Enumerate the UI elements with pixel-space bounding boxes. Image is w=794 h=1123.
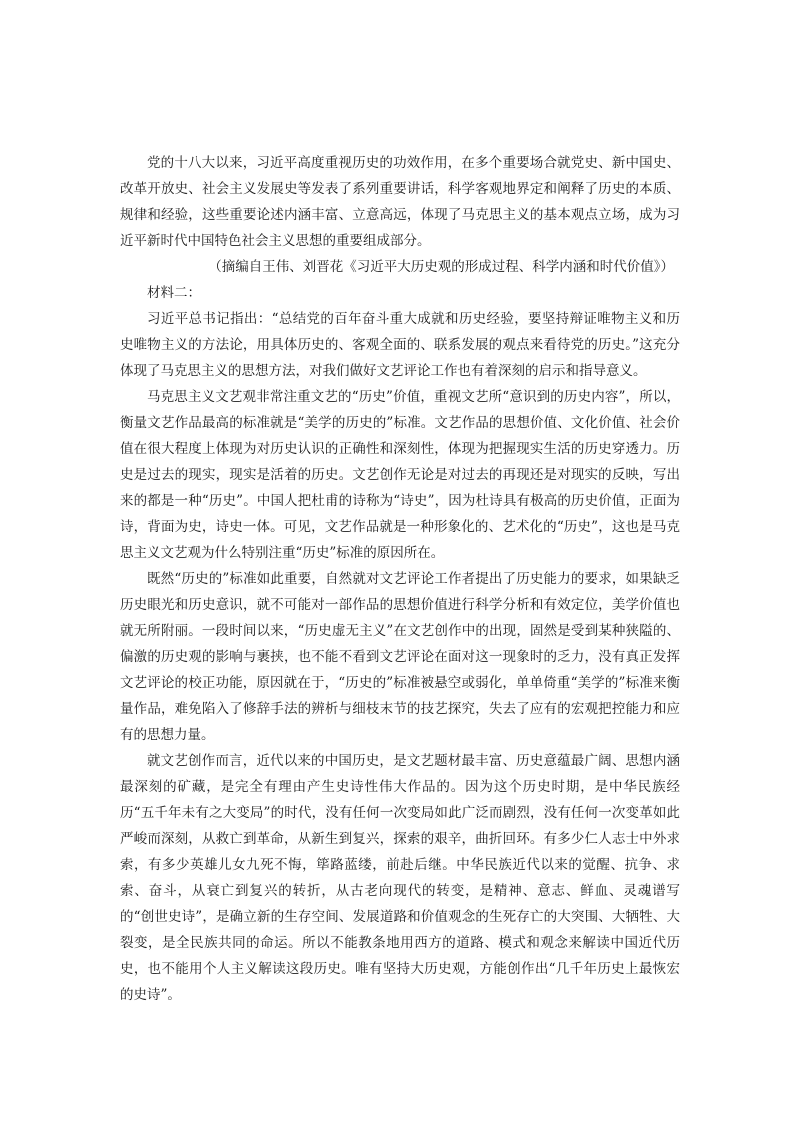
paragraph-1: 党的十八大以来，习近平高度重视历史的功效作用，在多个重要场合就党史、新中国史、改革开放史、社会主义发展史等发表了系列重要讲话，科学客观地界定和阐释了历史的本质、规律和经验，这些重要论述内涵丰富、立意高远，体现了马克思主义的基本观点立场，成为习近平新时代中国特色社会主义思想的重要组成部分。 [120,155,680,249]
paragraph-2: 习近平总书记指出：“总结党的百年奋斗重大成就和历史经验，要坚持辩证唯物主义和历史唯物主义的方法论，用具体历史的、客观全面的、联系发展的观点来看待党的历史。”这充分体现了马克思主义的思想方法，对我们做好文艺评论工作也有着深刻的启示和指导意义。 [120,311,680,379]
paragraph-4: 既然“历史的”标准如此重要，自然就对文艺评论工作者提出了历史能力的要求，如果缺乏历史眼光和历史意识，就不可能对一部作品的思想价值进行科学分析和有效定位，美学价值也就无所附丽。一段时间以来，“历史虚无主义”在文艺创作中的出现，固然是受到某种狭隘的、偏激的历史观的影响与裹挟，也不能不看到文艺评论在面对这一现象时的乏力，没有真正发挥文艺评论的校正功能，原因就在于，“历史的”标准被悬空或弱化，单单倚重“美学的”标准来衡量作品，难免陷入了修辞手法的辨析与细枝末节的技艺探究，失去了应有的宏观把控能力和应有的思想力量。 [120,571,680,743]
paragraph-5: 就文艺创作而言，近代以来的中国历史，是文艺题材最丰富、历史意蕴最广阔、思想内涵最深刻的矿藏，是完全有理由产生史诗性伟大作品的。因为这个历史时期，是中华民族经历“五千年未有之大变局”的时代，没有任何一次变局如此广泛而剧烈，没有任何一次变革如此严峻而深刻，从救亡到革命，从新生到复兴，探索的艰辛，曲折回环。有多少仁人志士中外求索，有多少英雄儿女九死不悔，筚路蓝缕，前赴后继。中华民族近代以来的觉醒、抗争、求索、奋斗，从衰亡到复兴的转折，从古老向现代的转变，是精神、意志、鲜血、灵魂谱写的“创世史诗”，是确立新的生存空间、发展道路和价值观念的生死存亡的大突围、大牺牲、大裂变，是全民族共同的命运。所以不能教条地用西方的道路、模式和观念来解读中国近代历史，也不能用个人主义解读这段历史。唯有坚持大历史观，方能创作出“几千年历史上最恢宏的史诗”。 [120,753,680,1003]
material-heading: 材料二： [147,285,201,301]
document-page [120,150,680,1008]
paragraph-3: 马克思主义文艺观非常注重文艺的“历史”价值，重视文艺所“意识到的历史内容”，所以，衡量文艺作品最高的标准就是“美学的历史的”标准。文艺作品的思想价值、文化价值、社会价值在很大程度上体现为对历史认识的正确性和深刻性，体现为把握现实生活的历史穿透力。历史是过去的现实，现实是活着的历史。文艺创作无论是对过去的再现还是对现实的反映，写出来的都是一种“历史”。中国人把杜甫的诗称为“诗史”，因为杜诗具有极高的历史价值，正面为诗，背面为史，诗史一体。可见，文艺作品就是一种形象化的、艺术化的“历史”，这也是马克思主义文艺观为什么特别注重“历史”标准的原因所在。 [120,389,680,561]
source-citation: （摘编自王伟、刘晋花《习近平大历史观的形成过程、科学内涵和时代价值》） [208,259,674,275]
